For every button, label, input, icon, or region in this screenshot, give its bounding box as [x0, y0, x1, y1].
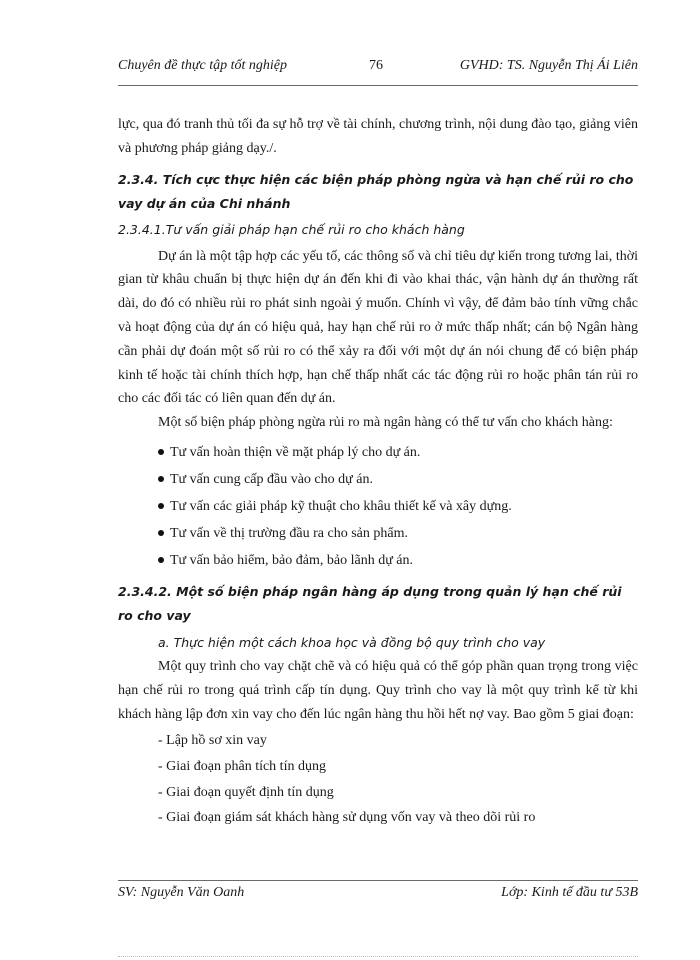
paragraph-intro: lực, qua đó tranh thủ tối đa sự hỗ trợ về tài chính, chương trình, nội dung đào tạo, giảng viên và phương pháp giảng dạy./. — [118, 117, 638, 156]
section-heading-2-3-4: 2.3.4. Tích cực thực hiện các biện pháp phòng ngừa và hạn chế rủi ro cho vay dự án của Chi nhánh — [118, 171, 634, 211]
header-divider — [118, 85, 638, 86]
bullet-icon — [158, 476, 164, 482]
page-number: 76 — [369, 58, 383, 73]
header-title: Chuyên đề thực tập tốt nghiệp — [118, 58, 287, 73]
list-item: Tư vấn về thị trường đầu ra cho sản phẩm. — [158, 520, 638, 547]
bullet-icon — [158, 503, 164, 509]
list-item: Tư vấn hoàn thiện về mặt pháp lý cho dự án. — [158, 439, 638, 466]
list-item: - Lập hồ sơ xin vay — [158, 733, 267, 749]
list-item: Tư vấn các giải pháp kỹ thuật cho khâu thiết kế và xây dựng. — [158, 493, 638, 520]
footer-class: Lớp: Kinh tế đầu tư 53B — [501, 885, 638, 900]
bullet-icon — [158, 449, 164, 455]
page-footer — [118, 885, 638, 907]
section-heading-2-3-4-1: 2.3.4.1.Tư vấn giải pháp hạn chế rủi ro cho khách hàng — [118, 221, 465, 237]
footer-student: SV: Nguyễn Văn Oanh — [118, 885, 245, 900]
page-break-line — [118, 956, 638, 957]
paragraph-advice-intro: Một số biện pháp phòng ngừa rủi ro mà ngân hàng có thể tư vấn cho khách hàng: — [158, 415, 613, 431]
list-item: - Giai đoạn quyết định tín dụng — [158, 784, 334, 800]
subheading-a: a. Thực hiện một cách khoa học và đồng bộ quy trình cho vay — [158, 634, 546, 650]
list-item: - Giai đoạn giám sát khách hàng sử dụng vốn vay và theo dõi rủi ro — [158, 810, 536, 826]
paragraph-project-risk: Dự án là một tập hợp các yếu tố, các thông số và chỉ tiêu dự kiến trong tương lai, thời gian từ khâu chuẩn bị thực hiện dự án đến khi đi vào khai thác, vận hành dự án thường rất dài, do đó có nhiều rủi ro phát sinh ngoài ý muốn. Chính vì vậy, để đảm bảo tính vững chắc và hoạt động của dự án có hiệu quả, hay hạn chế rủi ro ở mức thấp nhất; cán bộ Ngân hàng cần phải dự đoán một số rủi ro có thể xảy ra đối với một dự án nói chung để có biện pháp kinh tế hoặc tài chính thích hợp, hạn chế thấp nhất các tác động rủi ro hoặc phân tán rủi ro cho các đối tác có liên quan đến dự án. — [118, 248, 638, 407]
advice-bullet-list — [118, 439, 638, 574]
header-supervisor: GVHD: TS. Nguyễn Thị Ái Liên — [459, 58, 638, 73]
list-item: - Giai đoạn phân tích tín dụng — [158, 758, 326, 774]
bullet-icon — [158, 557, 164, 563]
paragraph-loan-process: Một quy trình cho vay chặt chẽ và có hiệu quả có thể góp phần quan trọng trong việc hạn chế rủi ro trong quá trình cấp tín dụng. Quy trình cho vay là một quy trình kể từ khi khách hàng lập đơn xin vay cho đến lúc ngân hàng thu hồi hết nợ vay. Bao gồm 5 giai đoạn: — [118, 658, 638, 722]
page-header — [118, 58, 638, 80]
bullet-icon — [158, 530, 164, 536]
page-body — [118, 113, 638, 831]
stages-dash-list — [118, 728, 638, 830]
list-item: Tư vấn bảo hiểm, bảo đảm, bảo lãnh dự án. — [158, 547, 638, 574]
section-heading-2-3-4-2: 2.3.4.2. Một số biện pháp ngân hàng áp dụng trong quản lý hạn chế rủi ro cho vay — [118, 583, 622, 623]
footer-divider — [118, 880, 638, 881]
list-item: Tư vấn cung cấp đầu vào cho dự án. — [158, 466, 638, 493]
